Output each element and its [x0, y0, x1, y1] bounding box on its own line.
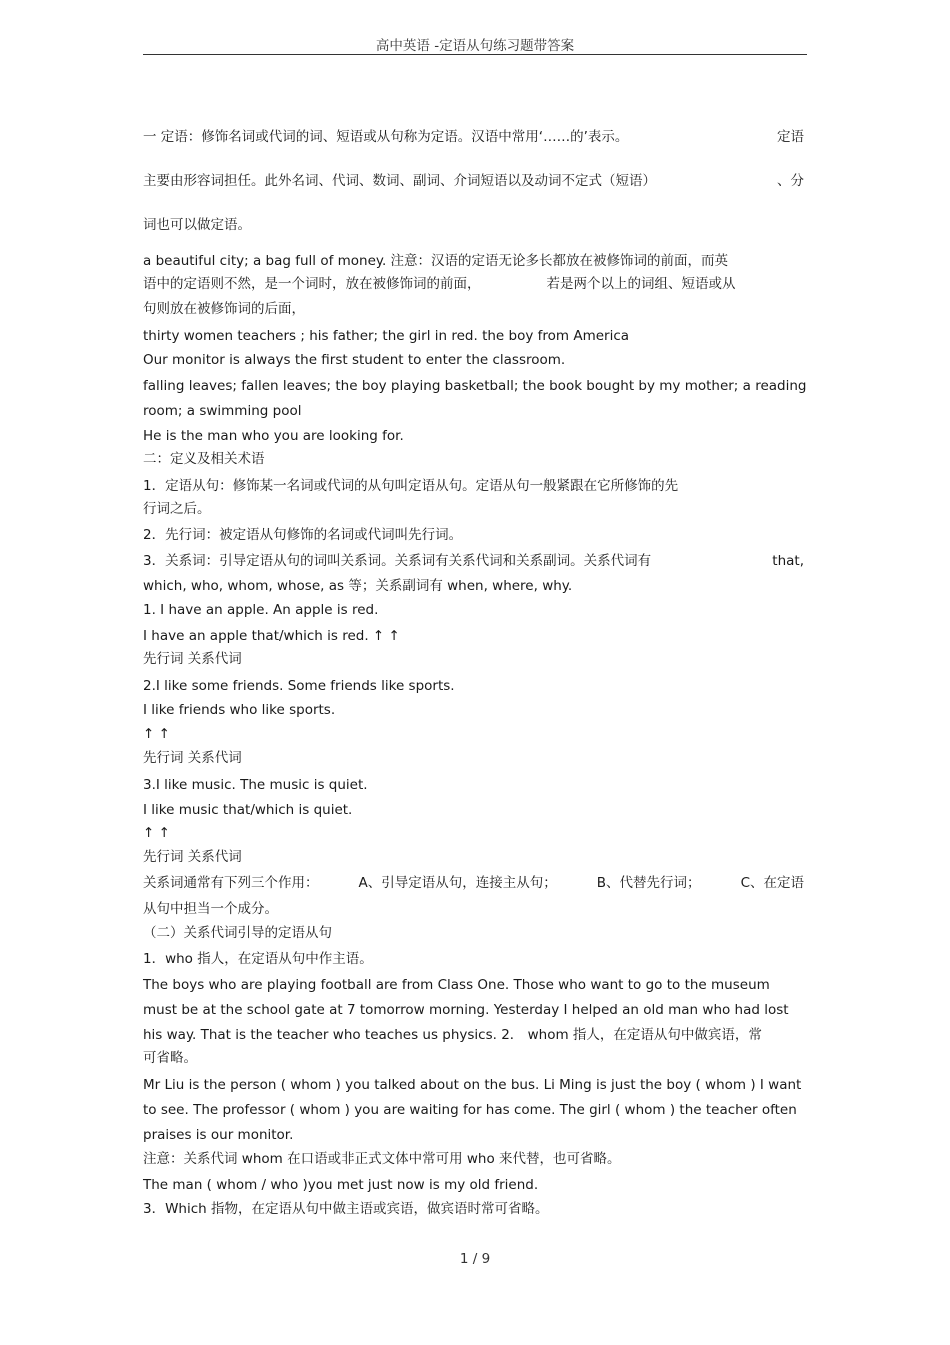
text-line: 2.I like some friends. Some friends like sports.: [143, 678, 455, 694]
text-line: The man ( whom / who )you met just now is my old friend.: [143, 1177, 539, 1193]
text-line: 1. I have an apple. An apple is red.: [143, 602, 379, 618]
text-line: falling leaves; fallen leaves; the boy playing basketball; the book bought by my mother; a reading: [143, 378, 807, 394]
text-line: ↑ ↑: [143, 726, 170, 742]
text-segment: 关系词通常有下列三个作用：: [143, 875, 319, 891]
text-line: which, who, whom, whose, as 等；关系副词有 when, where, why.: [143, 578, 573, 594]
text-line: room; a swimming pool: [143, 403, 302, 419]
text-line: I like friends who like sports.: [143, 702, 336, 718]
text-line: 3.I like music. The music is quiet.: [143, 777, 368, 793]
text-line: [143, 276, 736, 293]
text-line: He is the man who you are looking for.: [143, 428, 404, 444]
text-line: [143, 173, 804, 190]
text-line: must be at the school gate at 7 tomorrow morning. Yesterday I helped an old man who had lost: [143, 1002, 789, 1018]
text-line: his way. That is the teacher who teaches us physics. 2． whom 指人，在定语从句中做宾语，常: [143, 1027, 762, 1043]
text-line: Mr Liu is the person ( whom ) you talked about on the bus. Li Ming is just the boy ( whom ) I want: [143, 1077, 802, 1093]
text-segment: 一 定语：修饰名词或代词的词、短语或从句称为定语。汉语中常用‘……的’表示。: [143, 129, 629, 145]
page-number: 1 / 9: [459, 1251, 491, 1267]
text-line: [143, 553, 804, 570]
text-line: a beautiful city; a bag full of money. 注意：汉语的定语无论多长都放在被修饰词的前面，而英: [143, 253, 729, 269]
text-line: 2．先行词：被定语从句修饰的名词或代词叫先行词。: [143, 527, 463, 543]
text-line: ↑ ↑: [143, 825, 170, 841]
text-segment: 3．关系词：引导定语从句的词叫关系词。关系词有关系代词和关系副词。关系代词有: [143, 553, 652, 569]
text-segment: A、引导定语从句，连接主从句；: [358, 875, 557, 891]
text-line: 1．定语从句：修饰某一名词或代词的从句叫定语从句。定语从句一般紧跟在它所修饰的先: [143, 478, 679, 494]
text-line: The boys who are playing football are from Class One. Those who want to go to the museum: [143, 977, 770, 993]
text-segment: 主要由形容词担任。此外名词、代词、数词、副词、介词短语以及动词不定式（短语）: [143, 173, 656, 189]
text-line: I like music that/which is quiet.: [143, 802, 353, 818]
text-line: 3．Which 指物，在定语从句中做主语或宾语，做宾语时常可省略。: [143, 1201, 549, 1217]
text-segment: 定语: [777, 129, 804, 145]
text-line: I have an apple that/which is red. ↑ ↑: [143, 628, 400, 644]
text-line: [143, 875, 804, 892]
text-segment: C、在定语: [740, 875, 804, 891]
text-line: 注意：关系代词 whom 在口语或非正式文体中常可用 who 来代替，也可省略。: [143, 1151, 621, 1167]
text-line: 先行词 关系代词: [143, 651, 242, 667]
text-line: to see. The professor ( whom ) you are waiting for has come. The girl ( whom ) the teacher often: [143, 1102, 797, 1118]
text-line: 句则放在被修饰词的后面，: [143, 301, 305, 317]
text-line: 1．who 指人，在定语从句中作主语。: [143, 951, 373, 967]
text-line: thirty women teachers ; his father; the girl in red. the boy from America: [143, 328, 630, 344]
text-line: 先行词 关系代词: [143, 750, 242, 766]
text-line: 先行词 关系代词: [143, 849, 242, 865]
text-line: Our monitor is always the first student to enter the classroom.: [143, 352, 566, 368]
text-segment: 语中的定语则不然，是一个词时，放在被修饰词的前面，: [143, 276, 481, 292]
text-line: 可省略。: [143, 1050, 197, 1066]
text-line: [143, 129, 804, 146]
text-segment: 、分: [777, 173, 804, 189]
text-line: 行词之后。: [143, 501, 211, 517]
header-divider: [143, 54, 807, 55]
section-heading: （二）关系代词引导的定语从句: [143, 925, 332, 941]
text-line: 词也可以做定语。: [143, 217, 251, 233]
text-segment: 若是两个以上的词组、短语或从: [546, 276, 736, 292]
text-line: praises is our monitor.: [143, 1127, 294, 1143]
page-header-title: 高中英语 -定语从句练习题带答案: [375, 38, 575, 54]
text-segment: that,: [772, 553, 804, 569]
text-line: 从句中担当一个成分。: [143, 901, 278, 917]
text-segment: B、代替先行词；: [596, 875, 701, 891]
section-heading: 二：定义及相关术语: [143, 451, 265, 467]
